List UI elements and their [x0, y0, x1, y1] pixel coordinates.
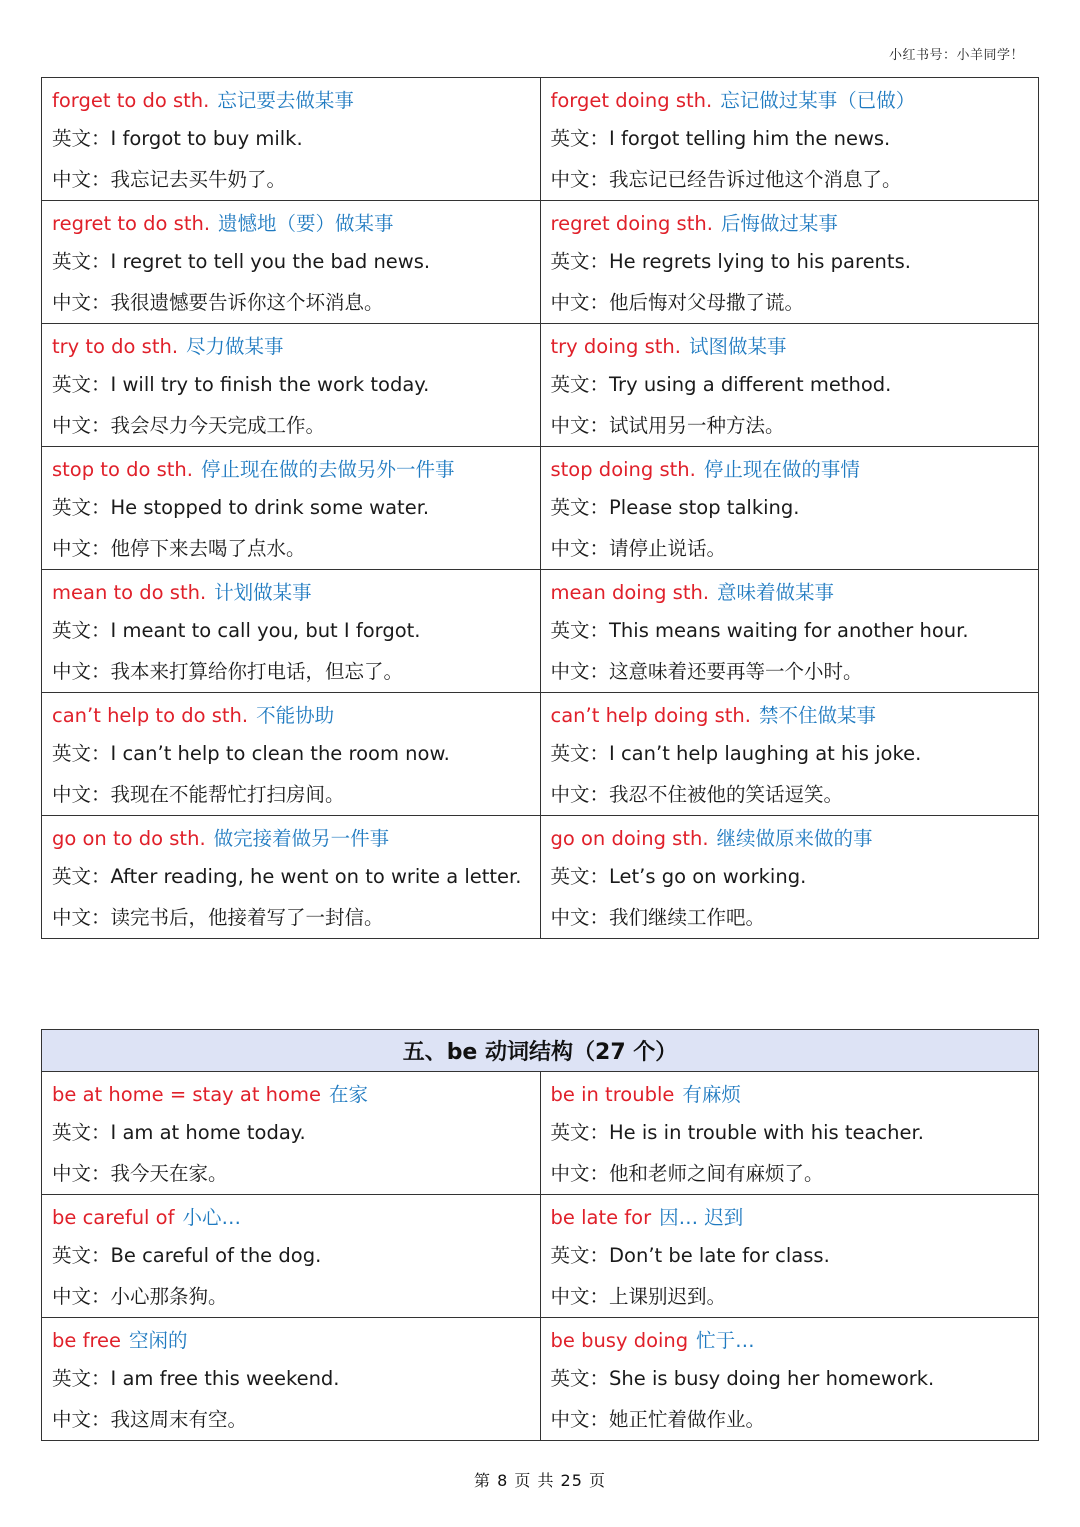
chinese-example [551, 282, 1039, 323]
english-sentence: He stopped to drink some water. [110, 496, 430, 519]
phrase-cell [540, 1195, 1039, 1318]
english-sentence: I regret to tell you the bad news. [110, 250, 431, 273]
phrase-text: mean doing sth. [550, 581, 710, 604]
phrase-cell [42, 1072, 541, 1195]
english-example [551, 856, 1039, 897]
chinese-label: 中文： [550, 1285, 610, 1308]
english-sentence: She is busy doing her homework. [609, 1367, 935, 1390]
english-label: 英文： [52, 496, 111, 519]
phrase-cell [42, 816, 541, 939]
phrase-meaning: 遗憾地（要）做某事 [218, 212, 394, 235]
phrase-table-top-body [42, 78, 1039, 939]
phrase-table-top [41, 77, 1039, 939]
chinese-label: 中文： [550, 1408, 610, 1431]
phrase-cell [42, 201, 541, 324]
english-example [551, 487, 1039, 528]
chinese-example [551, 528, 1039, 569]
english-label: 英文： [550, 619, 610, 642]
phrase-title [551, 324, 1039, 364]
phrase-text: stop to do sth. [52, 458, 193, 481]
chinese-sentence: 我忍不住被他的笑话逗笑。 [609, 783, 844, 806]
phrase-title [52, 324, 540, 364]
phrase-title [551, 78, 1039, 118]
phrase-title [52, 1318, 540, 1358]
english-sentence: Try using a different method. [609, 373, 892, 396]
english-label: 英文： [52, 1121, 111, 1144]
phrase-meaning: 忙于… [696, 1329, 755, 1352]
phrase-cell [540, 693, 1039, 816]
phrase-cell [42, 693, 541, 816]
english-example [52, 610, 540, 651]
phrase-meaning: 忘记做过某事（已做） [720, 89, 916, 112]
chinese-example [551, 405, 1039, 446]
chinese-sentence: 小心那条狗。 [110, 1285, 228, 1308]
phrase-text: can’t help to do sth. [52, 704, 249, 727]
english-label: 英文： [550, 742, 610, 765]
phrase-cell [42, 1318, 541, 1441]
english-example [52, 364, 540, 405]
chinese-sentence: 这意味着还要再等一个小时。 [609, 660, 863, 683]
english-label: 英文： [52, 1244, 111, 1267]
phrase-meaning: 因… 迟到 [659, 1206, 744, 1229]
phrase-title [52, 447, 540, 487]
chinese-example [52, 528, 540, 569]
phrase-cell [42, 78, 541, 201]
table-row [42, 570, 1039, 693]
english-label: 英文： [550, 865, 610, 888]
chinese-example [52, 159, 540, 200]
phrase-cell [540, 201, 1039, 324]
english-sentence: I will try to finish the work today. [110, 373, 430, 396]
phrase-title [551, 1318, 1039, 1358]
english-sentence: He is in trouble with his teacher. [609, 1121, 924, 1144]
chinese-label: 中文： [550, 1162, 610, 1185]
english-example [52, 487, 540, 528]
phrase-meaning: 空闲的 [129, 1329, 188, 1352]
chinese-label: 中文： [52, 291, 111, 314]
english-example [52, 118, 540, 159]
phrase-cell [540, 1072, 1039, 1195]
english-example [551, 1112, 1039, 1153]
chinese-sentence: 我忘记去买牛奶了。 [110, 168, 287, 191]
table-row [42, 816, 1039, 939]
chinese-sentence: 我会尽力今天完成工作。 [110, 414, 326, 437]
english-example [52, 241, 540, 282]
chinese-label: 中文： [52, 414, 111, 437]
phrase-title [52, 201, 540, 241]
chinese-sentence: 我今天在家。 [110, 1162, 228, 1185]
english-label: 英文： [52, 373, 111, 396]
chinese-label: 中文： [550, 906, 610, 929]
chinese-label: 中文： [550, 783, 610, 806]
phrase-title [52, 693, 540, 733]
phrase-meaning: 后悔做过某事 [720, 212, 838, 235]
english-example [52, 1358, 540, 1399]
phrase-meaning: 做完接着做另一件事 [213, 827, 390, 850]
chinese-sentence: 他和老师之间有麻烦了。 [609, 1162, 824, 1185]
chinese-label: 中文： [550, 414, 610, 437]
chinese-sentence: 她正忙着做作业。 [609, 1408, 766, 1431]
english-sentence: Be careful of the dog. [110, 1244, 322, 1267]
english-sentence: I forgot to buy milk. [110, 127, 303, 150]
section-heading-row [42, 1030, 1039, 1072]
phrase-text: try to do sth. [52, 335, 179, 358]
english-label: 英文： [52, 250, 111, 273]
phrase-title [551, 447, 1039, 487]
chinese-sentence: 我这周末有空。 [110, 1408, 248, 1431]
chinese-label: 中文： [550, 291, 610, 314]
chinese-sentence: 他后悔对父母撒了谎。 [609, 291, 805, 314]
chinese-example [551, 1153, 1039, 1194]
phrase-title [52, 1195, 540, 1235]
english-sentence: He regrets lying to his parents. [609, 250, 911, 273]
english-label: 英文： [550, 1121, 610, 1144]
english-label: 英文： [550, 1367, 610, 1390]
english-sentence: I meant to call you, but I forgot. [110, 619, 421, 642]
phrase-meaning: 计划做某事 [214, 581, 312, 604]
phrase-text: forget to do sth. [52, 89, 210, 112]
english-label: 英文： [52, 865, 111, 888]
phrase-cell [42, 570, 541, 693]
phrase-text: be in trouble [550, 1083, 675, 1106]
english-example [551, 1358, 1039, 1399]
chinese-label: 中文： [52, 660, 111, 683]
phrase-text: try doing sth. [550, 335, 681, 358]
phrase-meaning: 尽力做某事 [186, 335, 284, 358]
phrase-meaning: 忘记要去做某事 [217, 89, 354, 112]
table-row [42, 78, 1039, 201]
chinese-sentence: 我们继续工作吧。 [609, 906, 766, 929]
phrase-text: go on doing sth. [550, 827, 709, 850]
chinese-example [52, 651, 540, 692]
chinese-example [551, 159, 1039, 200]
phrase-meaning: 禁不住做某事 [758, 704, 876, 727]
chinese-label: 中文： [550, 660, 610, 683]
chinese-sentence: 试试用另一种方法。 [609, 414, 785, 437]
table-row [42, 324, 1039, 447]
english-label: 英文： [550, 127, 610, 150]
english-label: 英文： [550, 250, 610, 273]
chinese-example [52, 897, 540, 938]
chinese-example [52, 282, 540, 323]
phrase-cell [540, 78, 1039, 201]
chinese-example [52, 1399, 540, 1440]
chinese-example [551, 1276, 1039, 1317]
chinese-label: 中文： [52, 537, 111, 560]
phrase-meaning: 继续做原来做的事 [716, 827, 873, 850]
phrase-title [551, 816, 1039, 856]
phrase-text: mean to do sth. [52, 581, 207, 604]
table-row [42, 1195, 1039, 1318]
english-example [551, 733, 1039, 774]
phrase-text: be busy doing [550, 1329, 689, 1352]
chinese-label: 中文： [52, 168, 111, 191]
phrase-meaning: 停止现在做的事情 [703, 458, 860, 481]
phrase-text: can’t help doing sth. [550, 704, 751, 727]
table-row [42, 201, 1039, 324]
english-example [551, 1235, 1039, 1276]
chinese-example [52, 1276, 540, 1317]
phrase-title [551, 1072, 1039, 1112]
phrase-cell [540, 570, 1039, 693]
phrase-meaning: 小心… [182, 1206, 241, 1229]
english-label: 英文： [52, 742, 111, 765]
chinese-sentence: 请停止说话。 [609, 537, 727, 560]
english-example [551, 610, 1039, 651]
chinese-sentence: 我本来打算给你打电话，但忘了。 [110, 660, 404, 683]
watermark: 小红书号：小羊同学！ [888, 48, 1024, 63]
chinese-label: 中文： [550, 537, 610, 560]
phrase-cell [540, 324, 1039, 447]
phrase-text: go on to do sth. [52, 827, 206, 850]
phrase-title [551, 201, 1039, 241]
english-label: 英文： [52, 619, 111, 642]
english-example [52, 1235, 540, 1276]
chinese-sentence: 我现在不能帮忙打扫房间。 [110, 783, 345, 806]
page-number: 第 8 页 共 25 页 [474, 1471, 606, 1490]
phrase-cell [540, 1318, 1039, 1441]
phrase-text: forget doing sth. [550, 89, 713, 112]
chinese-example [551, 651, 1039, 692]
chinese-example [551, 897, 1039, 938]
phrase-text: regret to do sth. [52, 212, 211, 235]
phrase-cell [42, 324, 541, 447]
chinese-label: 中文： [52, 783, 111, 806]
english-sentence: Please stop talking. [609, 496, 800, 519]
english-sentence: I can’t help laughing at his joke. [609, 742, 922, 765]
phrase-meaning: 在家 [328, 1083, 368, 1106]
english-example [551, 118, 1039, 159]
phrase-cell [540, 816, 1039, 939]
english-label: 英文： [52, 127, 111, 150]
english-sentence: I am free this weekend. [110, 1367, 340, 1390]
phrase-title [52, 78, 540, 118]
english-label: 英文： [550, 496, 610, 519]
section-heading: 五、be 动词结构（27 个） [42, 1030, 1039, 1072]
phrase-meaning: 意味着做某事 [717, 581, 835, 604]
english-example [551, 241, 1039, 282]
chinese-example [52, 1153, 540, 1194]
chinese-sentence: 读完书后，他接着写了一封信。 [110, 906, 384, 929]
chinese-example [551, 1399, 1039, 1440]
phrase-title [52, 570, 540, 610]
table-row [42, 447, 1039, 570]
chinese-example [52, 774, 540, 815]
chinese-sentence: 他停下来去喝了点水。 [110, 537, 306, 560]
phrase-table-be-verbs-body [42, 1072, 1039, 1441]
chinese-sentence: 我忘记已经告诉过他这个消息了。 [609, 168, 902, 191]
phrase-title [52, 1072, 540, 1112]
chinese-label: 中文： [52, 906, 111, 929]
phrase-title [52, 816, 540, 856]
phrase-title [551, 570, 1039, 610]
phrase-text: be late for [550, 1206, 652, 1229]
chinese-label: 中文： [52, 1408, 111, 1431]
phrase-text: stop doing sth. [550, 458, 696, 481]
phrase-cell [42, 1195, 541, 1318]
phrase-text: be at home = stay at home [52, 1083, 321, 1106]
english-example [52, 733, 540, 774]
table-row [42, 693, 1039, 816]
phrase-meaning: 不能协助 [256, 704, 335, 727]
phrase-text: be careful of [52, 1206, 175, 1229]
english-sentence: After reading, he went on to write a letter. [110, 865, 522, 888]
english-sentence: I can’t help to clean the room now. [110, 742, 450, 765]
phrase-meaning: 有麻烦 [682, 1083, 741, 1106]
phrase-meaning: 停止现在做的去做另外一件事 [200, 458, 455, 481]
phrase-cell [42, 447, 541, 570]
chinese-label: 中文： [550, 168, 610, 191]
english-sentence: This means waiting for another hour. [609, 619, 969, 642]
phrase-table-be-verbs [41, 1029, 1039, 1441]
phrase-cell [540, 447, 1039, 570]
english-sentence: Let’s go on working. [609, 865, 807, 888]
english-label: 英文： [550, 373, 610, 396]
english-sentence: I forgot telling him the news. [609, 127, 891, 150]
phrase-meaning: 试图做某事 [688, 335, 787, 358]
chinese-label: 中文： [52, 1285, 111, 1308]
table-row [42, 1318, 1039, 1441]
english-label: 英文： [550, 1244, 610, 1267]
english-label: 英文： [52, 1367, 111, 1390]
chinese-label: 中文： [52, 1162, 111, 1185]
chinese-sentence: 上课别迟到。 [609, 1285, 727, 1308]
table-row [42, 1072, 1039, 1195]
phrase-text: regret doing sth. [550, 212, 713, 235]
english-example [551, 364, 1039, 405]
english-example [52, 1112, 540, 1153]
english-sentence: I am at home today. [110, 1121, 306, 1144]
phrase-text: be free [52, 1329, 122, 1352]
chinese-example [52, 405, 540, 446]
english-example [52, 856, 540, 897]
phrase-title [551, 693, 1039, 733]
chinese-example [551, 774, 1039, 815]
phrase-title [551, 1195, 1039, 1235]
english-sentence: Don’t be late for class. [609, 1244, 830, 1267]
chinese-sentence: 我很遗憾要告诉你这个坏消息。 [110, 291, 384, 314]
